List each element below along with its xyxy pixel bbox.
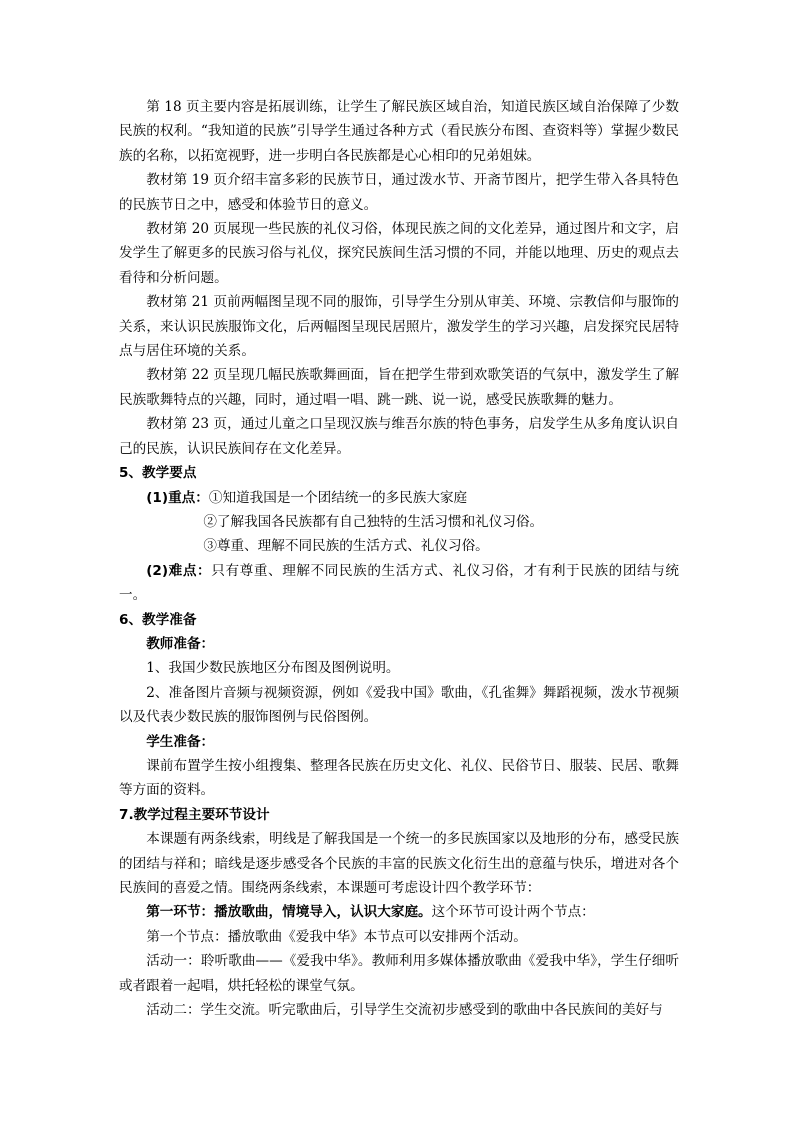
paragraph-page19: 教材第 19 页介绍丰富多彩的民族节日，通过泼水节、开斋节图片，把学生带入各具特色的民族节日之中，感受和体验节日的意义。 [119, 172, 679, 213]
link1-line [119, 900, 679, 924]
activity2-text: 活动二：学生交流。听完歌曲后，引导学生交流初步感受到的歌曲中各民族间的美好与 [146, 1002, 663, 1019]
link1-title: 第一环节：播放歌曲，情境导入，认识大家庭。 [146, 904, 432, 921]
teacher-prep-label: 教师准备： [146, 635, 215, 652]
paragraph-page18: 第 18 页主要内容是拓展训练，让学生了解民族区域自治，知道民族区域自治保障了少数民族的权利。“我知道的民族”引导学生通过各种方式（看民族分布图、查资料等）掌握少数民族的名称，以拓宽视野，进一步明白各民族都是心心相印的兄弟姐妹。 [119, 99, 679, 164]
key-point-1: ①知道我国是一个团结统一的多民族大家庭 [208, 489, 468, 506]
teacher-prep-item-2: 2、准备图片音频与视频资源，例如《爱我中国》歌曲，《孔雀舞》舞蹈视频，泼水节视频以及代表少数民族的服饰图例与民俗图例。 [119, 684, 679, 726]
key-point-3: ③尊重、理解不同民族的生活方式、礼仪习俗。 [203, 538, 489, 555]
key-points-line [119, 486, 679, 510]
section7-heading: 7.教学过程主要环节设计 [119, 806, 270, 823]
section6-heading: 6、教学准备 [119, 611, 197, 628]
paragraph-page23: 教材第 23 页，通过儿童之口呈现汉族与维吾尔族的特色事务，启发学生从多角度认识自己的民族，认识民族间存在文化差异。 [119, 416, 679, 457]
document-page [119, 95, 679, 1022]
section7-intro: 本课题有两条线索，明线是了解我国是一个统一的多民族国家以及地形的分布，感受民族的团结与祥和；暗线是逐步感受各个民族的丰富的民族文化衍生出的意蕴与快乐，增进对各个民族间的喜爱之情。围绕两条线索，本课题可考虑设计四个教学环节： [119, 831, 679, 896]
difficulty-line [119, 559, 679, 608]
student-prep-text: 课前布置学生按小组搜集、整理各民族在历史文化、礼仪、民俗节日、服装、民居、歌舞等方面的资料。 [119, 757, 679, 799]
student-prep-label: 学生准备： [146, 733, 215, 750]
activity1-text: 活动一：聆听歌曲——《爱我中华》。教师利用多媒体播放歌曲《爱我中华》，学生仔细听或者跟着一起唱，烘托轻松的课堂气氛。 [119, 953, 679, 994]
key-points-label: (1)重点： [146, 489, 209, 506]
difficulty-text: 只有尊重、理解不同民族的生活方式、礼仪习俗，才有利于民族的团结与统一。 [119, 562, 679, 604]
key-point-2: ②了解我国各民族都有自己独特的生活习惯和礼仪习俗。 [203, 513, 544, 530]
paragraph-page21: 教材第 21 页前两幅图呈现不同的服饰，引导学生分别从审美、环境、宗教信仰与服饰的关系，来认识民族服饰文化，后两幅图呈现民居照片，激发学生的学习兴趣，启发探究民居特点与居住环境的关系。 [119, 294, 679, 360]
node1-text: 第一个节点：播放歌曲《爱我中华》本节点可以安排两个活动。 [146, 928, 527, 945]
section5-heading: 5、教学要点 [119, 465, 197, 482]
teacher-prep-item-1: 1、我国少数民族地区分布图及图例说明。 [146, 660, 400, 677]
paragraph-page20: 教材第 20 页展现一些民族的礼仪习俗，体现民族之间的文化差异，通过图片和文字，启发学生了解更多的民族习俗与礼仪，探究民族间生活习惯的不同，并能以地理、历史的观点去看待和分析问题。 [119, 221, 679, 286]
link1-rest: 这个环节可设计两个节点： [431, 904, 595, 921]
difficulty-label: (2)难点： [146, 562, 212, 579]
paragraph-page22: 教材第 22 页呈现几幅民族歌舞画面，旨在把学生带到欢歌笑语的气氛中，激发学生了解民族歌舞特点的兴趣，同时，通过唱一唱、跳一跳、说一说，感受民族歌舞的魅力。 [119, 367, 679, 408]
